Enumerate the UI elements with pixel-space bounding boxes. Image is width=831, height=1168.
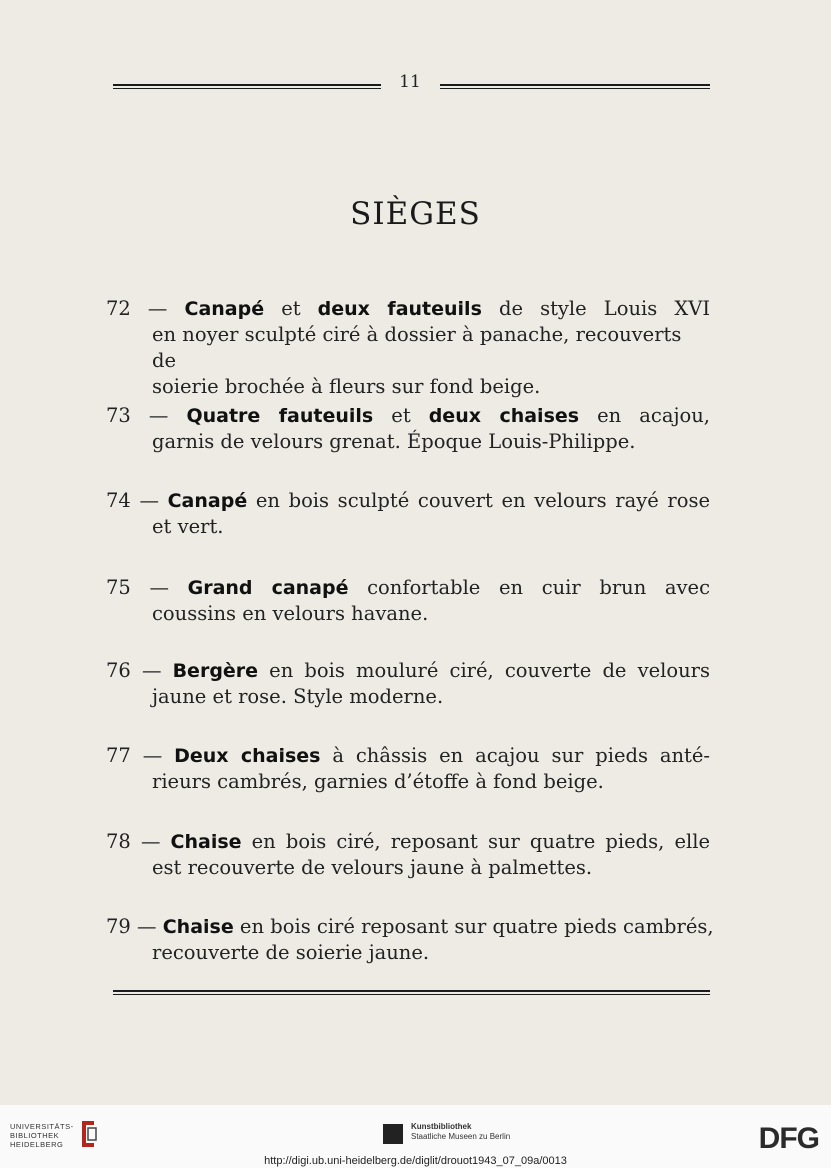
entry-first-line <box>106 658 710 684</box>
entry-continuation: recouverte de soierie jaune. <box>152 941 430 964</box>
entry-dash: — <box>147 297 168 320</box>
digitization-footer <box>0 1105 831 1168</box>
entry-text: et <box>373 404 429 427</box>
entry-item-name: Grand canapé <box>187 577 349 599</box>
entry-item-name: Canapé <box>184 298 265 320</box>
entry-number: 78 <box>106 830 131 853</box>
entry-number: 74 <box>106 489 131 512</box>
catalog-entry-78 <box>106 829 710 881</box>
uni-logo-line: BIBLIOTHEK <box>10 1131 60 1140</box>
university-emblem-icon <box>78 1119 98 1149</box>
entry-text: confortable en cuir brun avec <box>348 576 711 599</box>
entry-text: de style Louis XVI <box>481 297 711 320</box>
entry-item-name: deux fauteuils <box>317 298 482 320</box>
entry-first-line <box>106 743 710 769</box>
entry-first-line <box>106 488 710 514</box>
entry-dash: — <box>148 404 169 427</box>
kunstbibliothek-text <box>411 1122 510 1142</box>
kunstbibliothek-icon <box>383 1124 403 1144</box>
entry-first-line <box>106 296 710 322</box>
uni-logo-line: UNIVERSITÄTS- <box>10 1122 74 1131</box>
entry-number: 73 <box>106 404 131 427</box>
entry-dash: — <box>139 489 159 512</box>
catalog-entry-76 <box>106 658 710 710</box>
section-title: SIÈGES <box>350 196 481 232</box>
entry-text: en bois ciré reposant sur quatre pieds cambrés, <box>233 915 714 938</box>
entry-text: en bois ciré, reposant sur quatre pieds, elle <box>241 830 710 853</box>
entry-continuation: et vert. <box>152 515 224 538</box>
kb-line: Staatliche Museen zu Berlin <box>411 1132 511 1141</box>
header-rule-right <box>440 84 710 89</box>
page-number: 11 <box>399 72 421 92</box>
entry-dash: — <box>137 915 157 938</box>
catalog-entry-74 <box>106 488 710 540</box>
entry-first-line <box>106 403 710 429</box>
entry-item-name: Quatre fauteuils <box>186 405 374 427</box>
entry-continuation: garnis de velours grenat. Époque Louis-Philippe. <box>152 430 636 453</box>
entry-text: à châssis en acajou sur pieds anté- <box>320 744 711 767</box>
catalog-entry-73 <box>106 403 710 455</box>
entry-text: et <box>264 297 318 320</box>
footer-rule <box>113 990 710 995</box>
entry-dash: — <box>149 576 169 599</box>
entry-dash: — <box>140 830 161 853</box>
entry-text: en acajou, <box>579 404 711 427</box>
entry-continuation: rieurs cambrés, garnies d’étoffe à fond beige. <box>152 770 604 793</box>
entry-continuation: soierie brochée à fleurs sur fond beige. <box>152 375 541 398</box>
entry-item-name: Chaise <box>162 916 234 938</box>
entry-continuation: jaune et rose. Style moderne. <box>152 685 444 708</box>
entry-item-name: Bergère <box>172 660 259 682</box>
entry-item-name: Canapé <box>167 490 248 512</box>
entry-continuation: coussins en velours havane. <box>152 602 429 625</box>
university-library-logo[interactable] <box>10 1122 74 1149</box>
source-url[interactable]: http://digi.ub.uni-heidelberg.de/diglit/drouot1943_07_09a/0013 <box>264 1155 567 1167</box>
entry-continuation: en noyer sculpté ciré à dossier à panache, recouverts de <box>152 323 682 372</box>
catalog-entry-72 <box>106 296 710 400</box>
kb-line: Kunstbibliothek <box>411 1122 472 1131</box>
entry-dash: — <box>142 744 163 767</box>
entry-item-name: Deux chaises <box>174 745 321 767</box>
catalog-entry-79 <box>106 914 714 966</box>
catalog-entry-75 <box>106 575 710 627</box>
dfg-logo[interactable]: DFG <box>758 1122 819 1155</box>
catalog-entry-77 <box>106 743 710 795</box>
entry-continuation: est recouverte de velours jaune à palmettes. <box>152 856 593 879</box>
entry-item-name: deux chaises <box>428 405 580 427</box>
uni-logo-line: HEIDELBERG <box>10 1140 64 1149</box>
entry-first-line <box>106 829 710 855</box>
entry-number: 72 <box>106 297 131 320</box>
entry-dash: — <box>141 659 162 682</box>
header-rule-left <box>113 84 381 89</box>
entry-text: en bois mouluré ciré, couverte de velours <box>258 659 711 682</box>
entry-text: en bois sculpté couvert en velours rayé rose <box>247 489 710 512</box>
entry-first-line <box>106 575 710 601</box>
entry-first-line <box>106 914 714 940</box>
entry-number: 79 <box>106 915 131 938</box>
entry-number: 75 <box>106 576 131 599</box>
entry-item-name: Chaise <box>170 831 242 853</box>
entry-number: 77 <box>106 744 131 767</box>
entry-number: 76 <box>106 659 131 682</box>
